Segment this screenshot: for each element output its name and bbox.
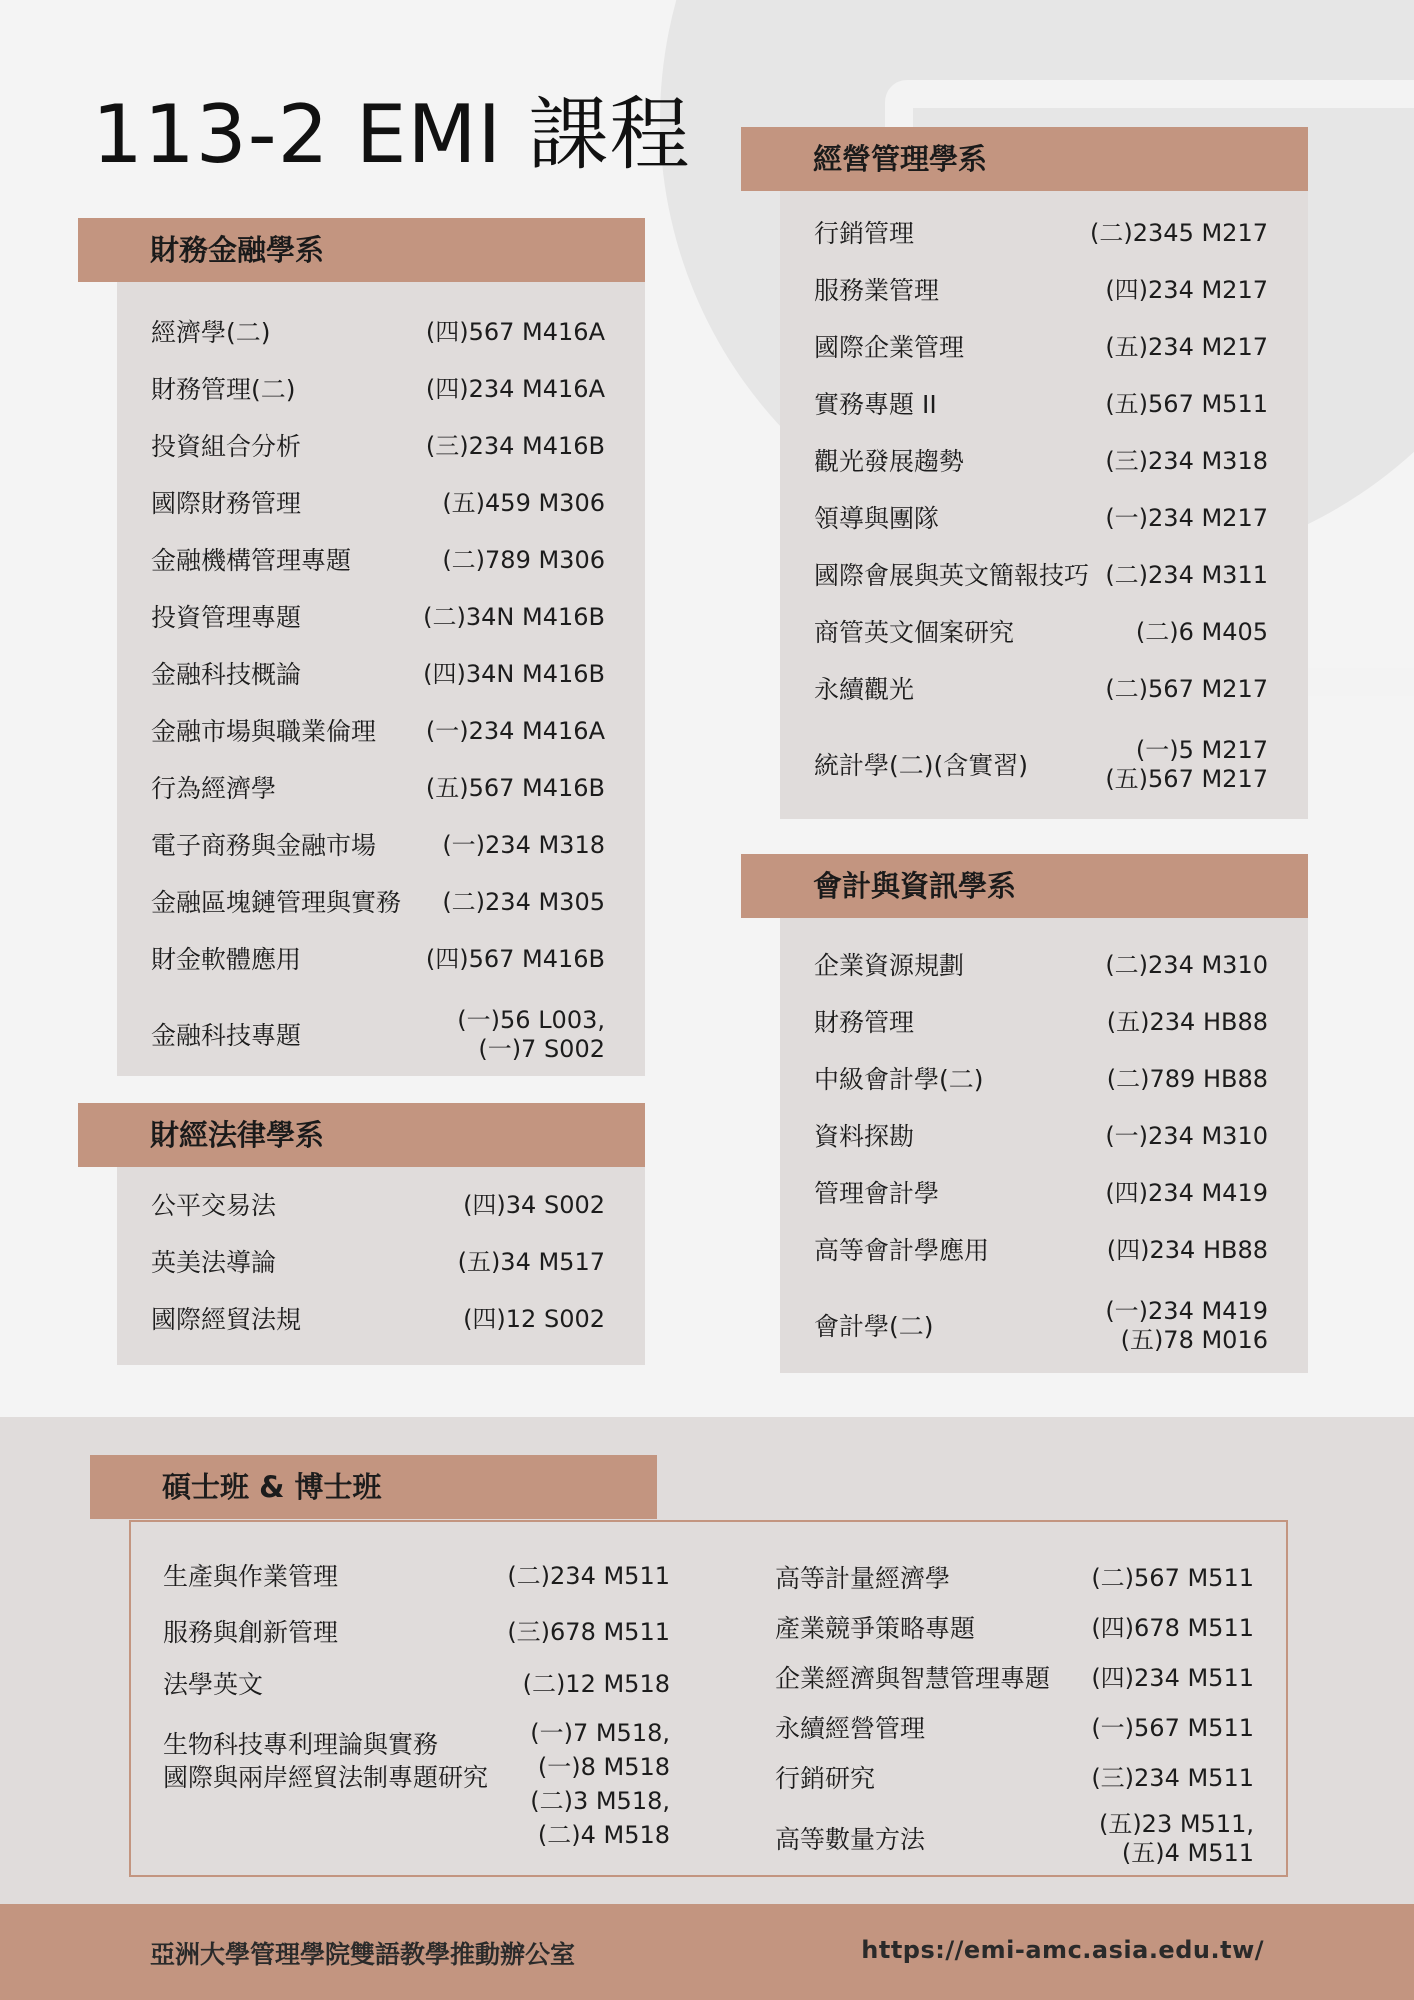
course-time: (一)234 M318 [442, 831, 605, 859]
course-time: (二)567 M511 [1091, 1564, 1254, 1592]
course-time: (二)6 M405 [1135, 618, 1268, 646]
course-row [775, 1614, 1254, 1664]
course-time: (四)234 M511 [1091, 1664, 1254, 1692]
course-time-line: (二)4 M518 [537, 1821, 670, 1849]
course-row [775, 1714, 1254, 1764]
course-row [151, 546, 605, 603]
course-time-line: (一)56 L003, [457, 1006, 605, 1034]
course-row [814, 732, 1268, 798]
course-time: (二)567 M217 [1105, 675, 1268, 703]
course-time: (三)234 M511 [1091, 1764, 1254, 1792]
course-time: (二)234 M305 [442, 888, 605, 916]
course-time: (四)34 S002 [463, 1191, 605, 1219]
course-name: 國際企業管理 [814, 333, 965, 362]
course-name: 高等會計學應用 [814, 1236, 990, 1265]
course-row [775, 1664, 1254, 1714]
course-row [814, 447, 1268, 504]
course-name: 產業競爭策略專題 [775, 1614, 976, 1643]
course-name: 服務業管理 [814, 276, 940, 305]
course-time: (二)789 HB88 [1106, 1065, 1268, 1093]
accounting-department-heading: 會計與資訊學系 [741, 854, 1308, 918]
course-time-line: (五)23 M511, [1098, 1810, 1254, 1838]
website-url: https://emi-amc.asia.edu.tw/ [861, 1936, 1264, 1964]
business-department-panel [741, 127, 1308, 819]
course-row [814, 1122, 1268, 1179]
course-row [163, 1562, 670, 1618]
course-name: 中級會計學(二) [814, 1065, 984, 1094]
course-time: (四)678 M511 [1091, 1614, 1254, 1642]
course-name: 高等計量經濟學 [775, 1564, 951, 1593]
course-time-line: (一)7 S002 [478, 1035, 605, 1063]
course-row [151, 1305, 605, 1362]
course-row [151, 1002, 605, 1068]
course-row [151, 945, 605, 1002]
accounting-department-panel [741, 854, 1308, 1373]
finance-department-heading: 財務金融學系 [78, 218, 645, 282]
combined-course-times [530, 1716, 670, 1852]
finance-department-panel [78, 218, 645, 1076]
course-name: 行銷管理 [814, 219, 915, 248]
course-row [163, 1618, 670, 1670]
course-time: (四)234 M419 [1105, 1179, 1268, 1207]
course-time: (五)34 M517 [457, 1248, 605, 1276]
graduate-right-column [775, 1564, 1254, 1868]
course-name: 會計學(二) [814, 1311, 934, 1341]
course-time-line: (五)567 M217 [1105, 765, 1268, 793]
course-name: 國際會展與英文簡報技巧 [814, 561, 1090, 590]
course-time: (一)234 M310 [1105, 1122, 1268, 1150]
course-name: 商管英文個案研究 [814, 618, 1015, 647]
law-course-list [117, 1167, 645, 1365]
course-row [814, 219, 1268, 276]
course-name: 實務專題 II [814, 390, 937, 419]
course-time: (五)234 M217 [1105, 333, 1268, 361]
course-name: 財金軟體應用 [151, 945, 302, 974]
graduate-programs-heading: 碩士班 & 博士班 [90, 1455, 657, 1519]
course-time: (二)234 M511 [507, 1562, 670, 1590]
course-time: (三)234 M416B [425, 432, 605, 460]
footer [0, 1904, 1414, 2000]
course-time: (四)12 S002 [463, 1305, 605, 1333]
course-row [151, 318, 605, 375]
course-time: (二)2345 M217 [1090, 219, 1268, 247]
office-name: 亞洲大學管理學院雙語教學推動辦公室 [150, 1940, 576, 1969]
course-time-line: (五)4 M511 [1121, 1839, 1254, 1867]
course-time-line: (五)78 M016 [1120, 1326, 1268, 1354]
course-row [814, 561, 1268, 618]
course-row [151, 603, 605, 660]
course-name: 觀光發展趨勢 [814, 447, 965, 476]
course-name: 生產與作業管理 [163, 1562, 339, 1591]
business-course-list [780, 191, 1308, 819]
course-row [151, 660, 605, 717]
course-name: 行銷研究 [775, 1764, 876, 1793]
course-row [151, 375, 605, 432]
course-time-line: (一)5 M217 [1135, 736, 1268, 764]
course-name: 高等數量方法 [775, 1824, 926, 1854]
course-time: (五)234 HB88 [1106, 1008, 1268, 1036]
combined-course-row [163, 1716, 670, 1852]
course-time: (一)234 M217 [1105, 504, 1268, 532]
law-department-heading: 財經法律學系 [78, 1103, 645, 1167]
course-name: 金融市場與職業倫理 [151, 717, 377, 746]
course-time: (二)234 M310 [1105, 951, 1268, 979]
course-name: 生物科技專利理論與實務 [163, 1730, 439, 1759]
course-name: 金融科技專題 [151, 1020, 302, 1050]
course-name: 永續經營管理 [775, 1714, 926, 1743]
course-name: 資料探勘 [814, 1122, 915, 1151]
course-time: (二)789 M306 [442, 546, 605, 574]
combined-course-names [163, 1716, 513, 1792]
course-row [151, 717, 605, 774]
course-row [814, 951, 1268, 1008]
course-name: 金融區塊鏈管理與實務 [151, 888, 402, 917]
course-row [814, 276, 1268, 333]
page-title: 113-2 EMI 課程 [92, 88, 691, 181]
course-name: 企業資源規劃 [814, 951, 965, 980]
course-name: 國際財務管理 [151, 489, 302, 518]
course-row [151, 831, 605, 888]
course-time [457, 1006, 605, 1064]
course-row [775, 1764, 1254, 1810]
course-row [814, 618, 1268, 675]
course-time [1105, 736, 1268, 794]
course-name: 投資組合分析 [151, 432, 302, 461]
course-row [814, 1179, 1268, 1236]
course-name: 公平交易法 [151, 1191, 277, 1220]
course-time-line: (一)8 M518 [537, 1753, 670, 1781]
course-name: 管理會計學 [814, 1179, 940, 1208]
course-row [814, 1293, 1268, 1359]
course-row [151, 1191, 605, 1248]
course-time: (二)234 M311 [1105, 561, 1268, 589]
course-name: 法學英文 [163, 1670, 264, 1699]
course-time [1105, 1297, 1268, 1355]
course-time: (二)12 M518 [522, 1670, 670, 1698]
course-time-line: (一)234 M419 [1105, 1297, 1268, 1325]
law-department-panel [78, 1103, 645, 1365]
finance-course-list [117, 282, 645, 1076]
course-name: 金融科技概論 [151, 660, 302, 689]
course-row [151, 489, 605, 546]
course-time: (四)567 M416B [425, 945, 605, 973]
course-name: 投資管理專題 [151, 603, 302, 632]
course-name: 財務管理(二) [151, 375, 296, 404]
course-time: (四)34N M416B [423, 660, 605, 688]
course-row [814, 675, 1268, 732]
course-row [151, 774, 605, 831]
course-row [151, 432, 605, 489]
course-row [814, 1065, 1268, 1122]
course-name: 財務管理 [814, 1008, 915, 1037]
course-name: 企業經濟與智慧管理專題 [775, 1664, 1051, 1693]
course-row [151, 1248, 605, 1305]
course-name: 國際經貿法規 [151, 1305, 302, 1334]
graduate-course-list [129, 1520, 1288, 1877]
course-time-line: (一)7 M518, [530, 1719, 670, 1747]
course-row [814, 1236, 1268, 1293]
course-name: 服務與創新管理 [163, 1618, 339, 1647]
course-row [151, 888, 605, 945]
course-time-line: (二)3 M518, [530, 1787, 670, 1815]
course-row [814, 1008, 1268, 1065]
course-time: (一)567 M511 [1091, 1714, 1254, 1742]
course-time: (三)234 M318 [1105, 447, 1268, 475]
course-row [814, 333, 1268, 390]
course-name: 國際與兩岸經貿法制專題研究 [163, 1763, 489, 1792]
course-time: (五)567 M416B [425, 774, 605, 802]
course-time: (四)567 M416A [425, 318, 605, 346]
course-time: (二)34N M416B [423, 603, 605, 631]
course-name: 領導與團隊 [814, 504, 940, 533]
accounting-course-list [780, 918, 1308, 1373]
course-time: (一)234 M416A [425, 717, 605, 745]
course-time: (四)234 HB88 [1106, 1236, 1268, 1264]
graduate-left-column [163, 1562, 670, 1852]
course-row [814, 390, 1268, 447]
course-name: 行為經濟學 [151, 774, 277, 803]
course-row [163, 1670, 670, 1720]
course-name: 電子商務與金融市場 [151, 831, 377, 860]
course-name: 經濟學(二) [151, 318, 271, 347]
course-name: 永續觀光 [814, 675, 915, 704]
course-time [1099, 1810, 1254, 1868]
course-row [814, 504, 1268, 561]
course-time: (三)678 M511 [507, 1618, 670, 1646]
course-time: (五)459 M306 [442, 489, 605, 517]
course-name: 金融機構管理專題 [151, 546, 352, 575]
course-time: (四)234 M217 [1105, 276, 1268, 304]
course-row [775, 1564, 1254, 1614]
business-department-heading: 經營管理學系 [741, 127, 1308, 191]
course-name: 英美法導論 [151, 1248, 277, 1277]
course-name: 統計學(二)(含實習) [814, 750, 1029, 780]
course-time: (四)234 M416A [425, 375, 605, 403]
course-row [775, 1810, 1254, 1868]
course-time: (五)567 M511 [1105, 390, 1268, 418]
